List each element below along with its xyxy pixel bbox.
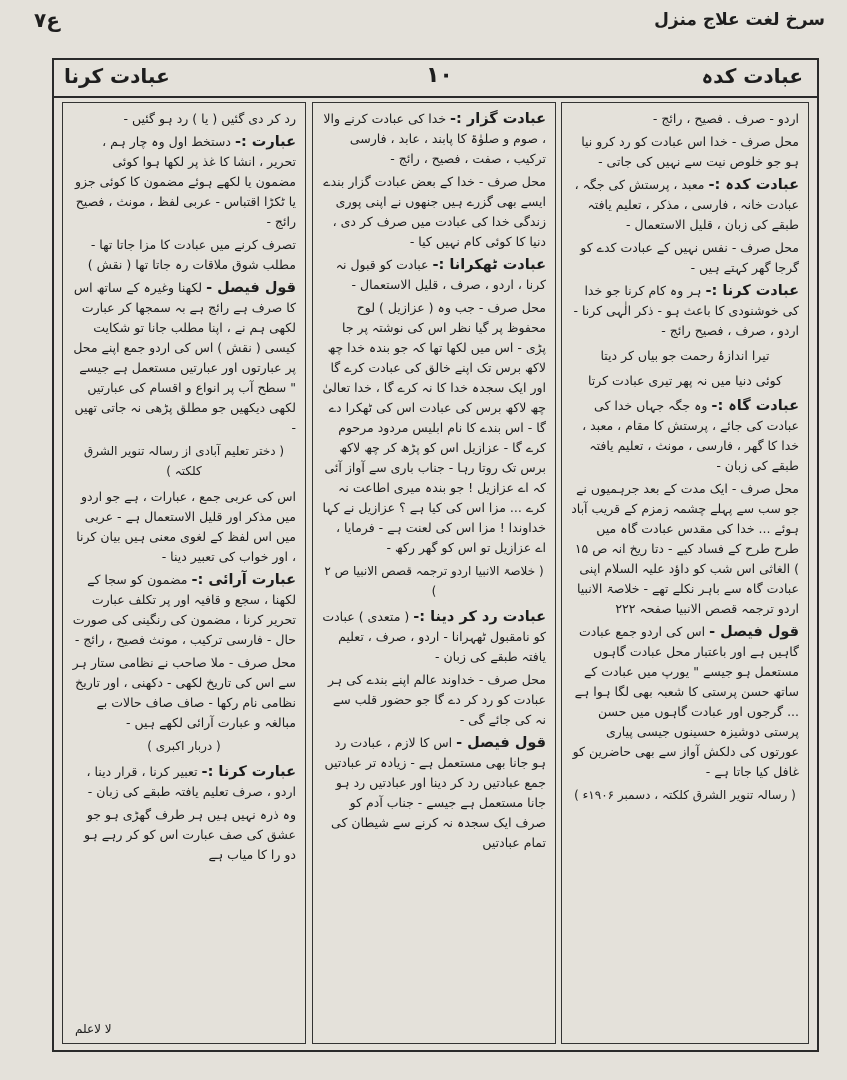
definition: معبد ، پرستش کی جگہ ، عبادت خانہ ، فارسی ، مذکر ، تعلیم یافتہ طبقے کی زبان ، قلیل الاستعمال -: [574, 177, 799, 232]
definition: اس کی اردو جمع عبادت گاہیں ہے اور باعتبار محل عبادت گاہوں مستعمل ہو جیسے " یورپ میں عبادت کے ساتھ حسن پرستی کا شعبہ بھی لگا ہوا ہے ... گرجوں اور عبادت گاہوں میں حسن پرستی دوشیزہ حسینوں جیسی پیاری عورتوں کی دلکش آواز سے بھی حاضرین کو غافل کیا جاتا ہے -: [572, 624, 799, 779]
headword: عبارت :-: [234, 134, 296, 150]
definition: تعبیر کرنا ، قرار دینا ، اردو ، صرف تعلیم یافتہ طبقے کی زبان -: [86, 764, 296, 799]
entry-text: محل صرف - ایک مدت کے بعد جرہمیوں نے جو سب سے پہلے چشمہ زمزم کے قریب آباد ہوئے ... خدا کی مقدس عبادت گاہ میں طرح طرح کے فساد کیے - دتا ریخ انہ ص ۱۵ ) الغاثی اس شب کو داؤد علیہ السلام اپنی عبادت گاہ سے باہر نکلے تھے - خلاصۃ الانبیا اردو ترجمہ قصص الانبیا صفحہ ۲۲۲: [571, 481, 799, 616]
entry: [322, 607, 546, 667]
headword: عبادت گزار :-: [450, 111, 546, 127]
headword: عبارت کرنا :-: [201, 764, 296, 780]
headword: عبادت ٹھکرانا :-: [432, 257, 546, 273]
column-middle: [312, 102, 556, 1044]
entry-text: محل صرف - جب وہ ( عزازیل ) لوح محفوظ پر گیا نظر اس کی نوشتہ پر جا پڑی - اس میں لکھا تھا کہ جو بندہ خدا چھ لاکھ برس تک اپنے خالق کی عبادت کرے گا اور ایک سجدہ خدا کا نہ کرے گا ، خدا تعالیٰ چھ لاکھ برس کی عبادت اس کی ٹھکرا دے گا - اس بندے کا نام ابلیس مردود مرحوم کرے گا - عزازیل اس کو پڑھ کر چھ لاکھ برس تک روتا رہا - جناب باری سے آواز آئی کہ اے عزازیل ! جو بندہ میری اطاعت نہ کرے ... مزا اس کی کیا ہے ؟ عزازیل نے کہا خداوندا ! مزا اس کی لعنت ہے - فرمایا ، اے عزازیل تو اس کو گھر رکھ -: [322, 300, 546, 555]
first-headword: عبادت کدہ: [701, 64, 803, 88]
entry: [72, 762, 296, 802]
signature-mark: لا لاعلم: [75, 1022, 112, 1036]
entry: [571, 622, 799, 782]
definition: لکھنا وغیرہ کے ساتھ اس کا صرف ہے رائج ہے بہ سمجھا کر عبارت لکھی ہم نے ، اپنا مطلب جانا تو شکایت کیسی ( نقش ) اس کی اردو جمع اپنے محل پر عبارتوں اور عبارتیں مستعمل ہے جیسے " سطح آب پر انواع و اقسام کی عبارتیں لکھی دیکھیں جو مطلق پڑھی نہ جاتی تھیں -: [73, 280, 296, 435]
citation: ( رسالہ تنویر الشرق کلکتہ ، دسمبر ۱۹۰۶ء ): [574, 788, 796, 802]
definition: مضمون کو سجا کے لکھنا ، سجع و قافیہ اور پر تکلف عبارت تحریر کرنا ، مضمون کی رنگینی کی صورت حال - فارسی ترکیب ، مونث فصیح ، رائج -: [72, 572, 296, 647]
page-frame: [52, 58, 819, 1052]
entry-text: محل صرف - خدا کے بعض عبادت گزار بندے ایسے بھی گزرے ہیں جنھوں نے اپنی پوری زندگی خدا کی عبادت میں صرف کر دی ، دنیا کا کوئی کام نہیں کیا -: [323, 174, 546, 249]
column-left: [62, 102, 306, 1044]
entry-text: محل صرف - خدا اس عبادت کو رد کرو نیا ہو جو خلوص نیت سے نہیں کی جاتی -: [581, 134, 799, 169]
verse-line: کوئی دنیا میں نہ پھر تیری عبادت کرتا: [587, 373, 783, 388]
headword: عبادت گاہ :-: [711, 398, 799, 414]
headword: قول فیصل -: [709, 624, 799, 640]
entry-text: اس کی عربی جمع ، عبارات ، ہے جو اردو میں مذکر اور قلیل الاستعمال ہے - عربی میں اس لفظ کے لغوی معنی ہیں بیان کرنا ، اور خواب کی تعبیر دینا -: [76, 489, 296, 564]
headword: عبادت کرنا :-: [705, 283, 799, 299]
entry-text: رد کر دی گئیں ( یا ) رد ہو گئیں -: [123, 111, 296, 126]
entry: [322, 733, 546, 853]
entry-text: وہ ذرہ نہیں ہیں ہر طرف گھڑی ہو جو عشق کی صف عبارت اس کو کر رہے ہو دو را کا میاب ہے: [83, 807, 296, 862]
entry-text: محل صرف - ملا صاحب نے نظامی ستار ہر سے اس کی تاریخ لکھی - دکھنی ، اور تاریخ نظامی نام رکھا - صاف صاف حالات بے مبالغہ و عبارت آرائی لکھے ہیں -: [72, 655, 296, 730]
citation: ( دربار اکبری ): [147, 739, 221, 753]
entry-text: محل صرف - نفس نہیں کے عبادت کدے کو گرجا گھر کہتے ہیں -: [580, 240, 799, 275]
headword: عبارت آرائی :-: [191, 572, 296, 588]
entry: [571, 396, 799, 476]
definition: دستخط اول وہ چار ہم ، تحریر ، انشا کا غذ پر لکھا ہوا کوئی مضمون یا لکھے ہوئے مضمون کا کوئی جزو یا ٹکڑا اقتباس - عربی لفظ ، مونث ، فصیح رائج -: [74, 134, 296, 229]
definition: خدا کی عبادت کرنے والا ، صوم و صلوٰۃ کا پابند ، عابد ، فارسی ترکیب ، صفت ، فصیح ، رائج -: [323, 111, 546, 166]
entry: [571, 281, 799, 341]
definition: عبادت کو قبول نہ کرنا ، اردو ، صرف ، قلیل الاستعمال -: [335, 257, 546, 292]
page-corner-mark: ع۷: [34, 8, 60, 32]
entry-text: اردو - صرف . فصیح ، رائج -: [652, 111, 799, 126]
entry: [322, 109, 546, 169]
headword: قول فیصل -: [206, 280, 296, 296]
last-headword: عبادت کرنا: [64, 64, 170, 88]
entry-text: محل صرف - خداوند عالم اپنے بندے کی ہر عبادت کو رد کر دے گا جو حضور قلب سے نہ کی جائے گی -: [327, 672, 546, 727]
entry: [72, 570, 296, 650]
definition: وہ جگہ جہاں خدا کی عبادت کی جائے ، پرستش کا مقام ، معبد ، خدا کا گھر ، فارسی ، مونث ، تعلیم یافتہ طبقے کی زبان -: [582, 398, 799, 473]
header-band: [54, 60, 817, 98]
entry: [72, 278, 296, 438]
definition: ( متعدی ) عبادت کو نامقبول ٹھہرانا - اردو ، صرف ، تعلیم یافتہ طبقے کی زبان -: [322, 609, 546, 664]
definition: اس کا لازم ، عبادت رد ہو جانا بھی مستعمل ہے - زیادہ تر عبادتیں جمع عبادتیں رد کر دینا اور عبادتیں رد ہو جانا مستعمل ہے جیسے - جناب آدم کو صرف ایک سجدہ نہ کرنے سے شیطان کی تمام عبادتیں: [324, 735, 546, 850]
citation: ( خلاصۃ الانبیا اردو ترجمہ قصص الانبیا ص ۲ ): [324, 564, 544, 598]
headword: عبادت رد کر دینا :-: [413, 609, 546, 625]
entry: [72, 132, 296, 232]
verse-line: تیرا اندازۂ رحمت جو بیاں کر دیتا: [600, 348, 770, 363]
entry: [322, 255, 546, 295]
headword: قول فیصل -: [456, 735, 546, 751]
headword: عبادت کدہ :-: [708, 177, 799, 193]
column-right: [561, 102, 809, 1044]
definition: ہر وہ کام کرنا جو خدا کی خوشنودی کا باعث ہو - ذکر الٰہی کرنا - اردو ، صرف ، فصیح رائج -: [573, 283, 799, 338]
page-number: ۱۰: [426, 63, 453, 88]
entry: [571, 175, 799, 235]
running-header: سرخ لغت علاج منزل: [654, 10, 825, 30]
entry-text: تصرف کرنے میں عبادت کا مزا جاتا تھا - مطلب شوق ملاقات رہ جاتا تھا ( نقش ): [87, 237, 296, 272]
citation: ( دختر تعلیم آبادی از رسالہ تنویر الشرق کلکتہ ): [83, 444, 285, 478]
